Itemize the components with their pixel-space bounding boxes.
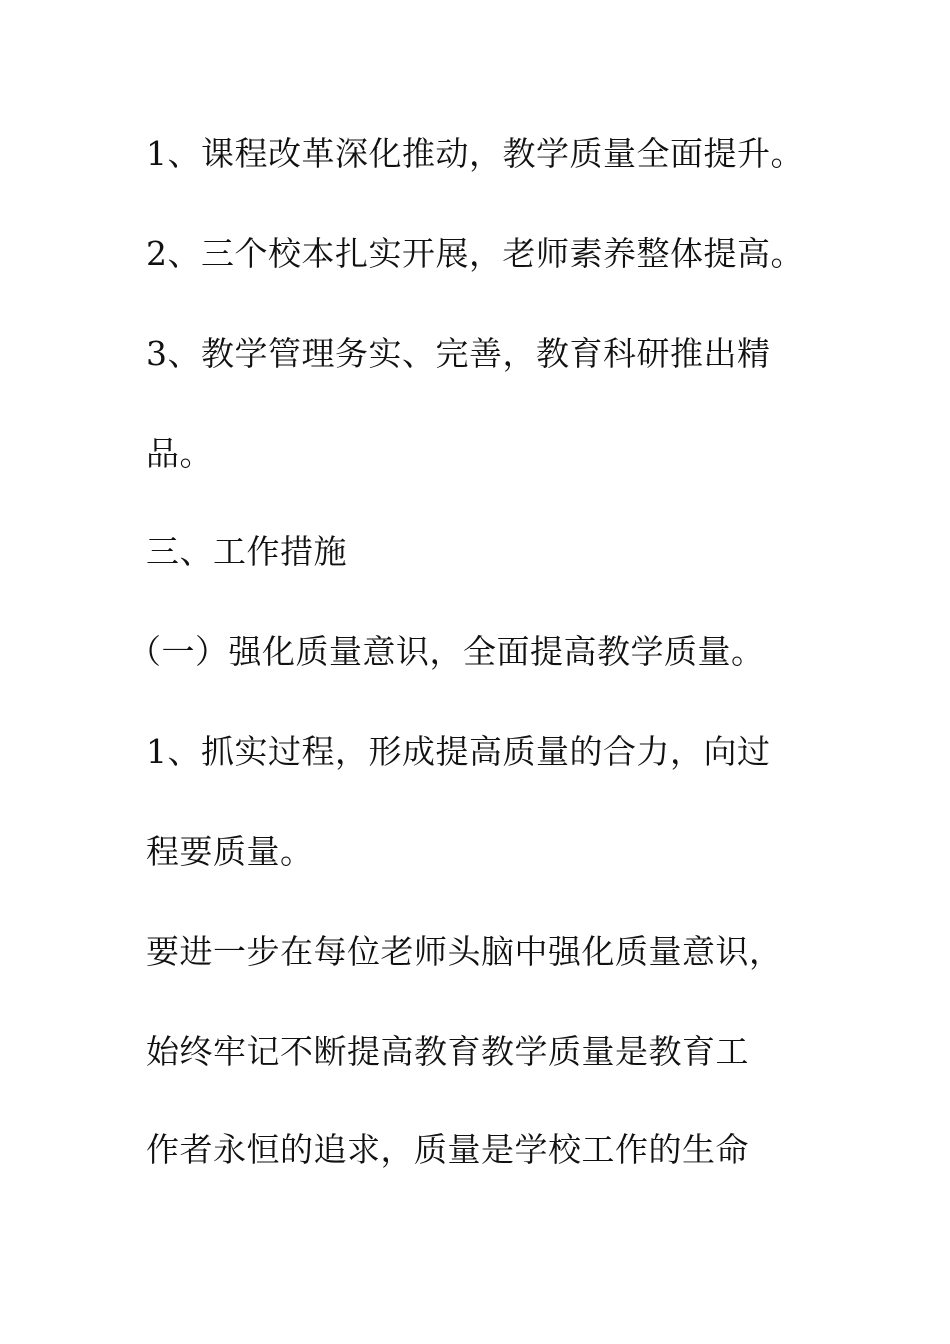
paragraph-line-1: 要进一步在每位老师头脑中强化质量意识， bbox=[146, 932, 783, 971]
text-line-measure-1-continued: 程要质量。 bbox=[146, 832, 314, 871]
text-line-goal-2: 2、三个校本扎实开展，老师素养整体提高。 bbox=[146, 234, 804, 273]
paragraph-line-3: 作者永恒的追求，质量是学校工作的生命 bbox=[146, 1130, 749, 1169]
text-line-measure-1: 1、抓实过程，形成提高质量的合力，向过 bbox=[146, 732, 771, 771]
text-line-goal-3: 3、教学管理务实、完善，教育科研推出精 bbox=[146, 334, 771, 373]
subsection-heading: （一）强化质量意识，全面提高教学质量。 bbox=[128, 632, 765, 671]
text-line-goal-3-continued: 品。 bbox=[146, 434, 213, 473]
section-heading: 三、工作措施 bbox=[146, 532, 347, 571]
text-line-goal-1: 1、课程改革深化推动，教学质量全面提升。 bbox=[146, 134, 804, 173]
paragraph-line-2: 始终牢记不断提高教育教学质量是教育工 bbox=[146, 1032, 749, 1071]
